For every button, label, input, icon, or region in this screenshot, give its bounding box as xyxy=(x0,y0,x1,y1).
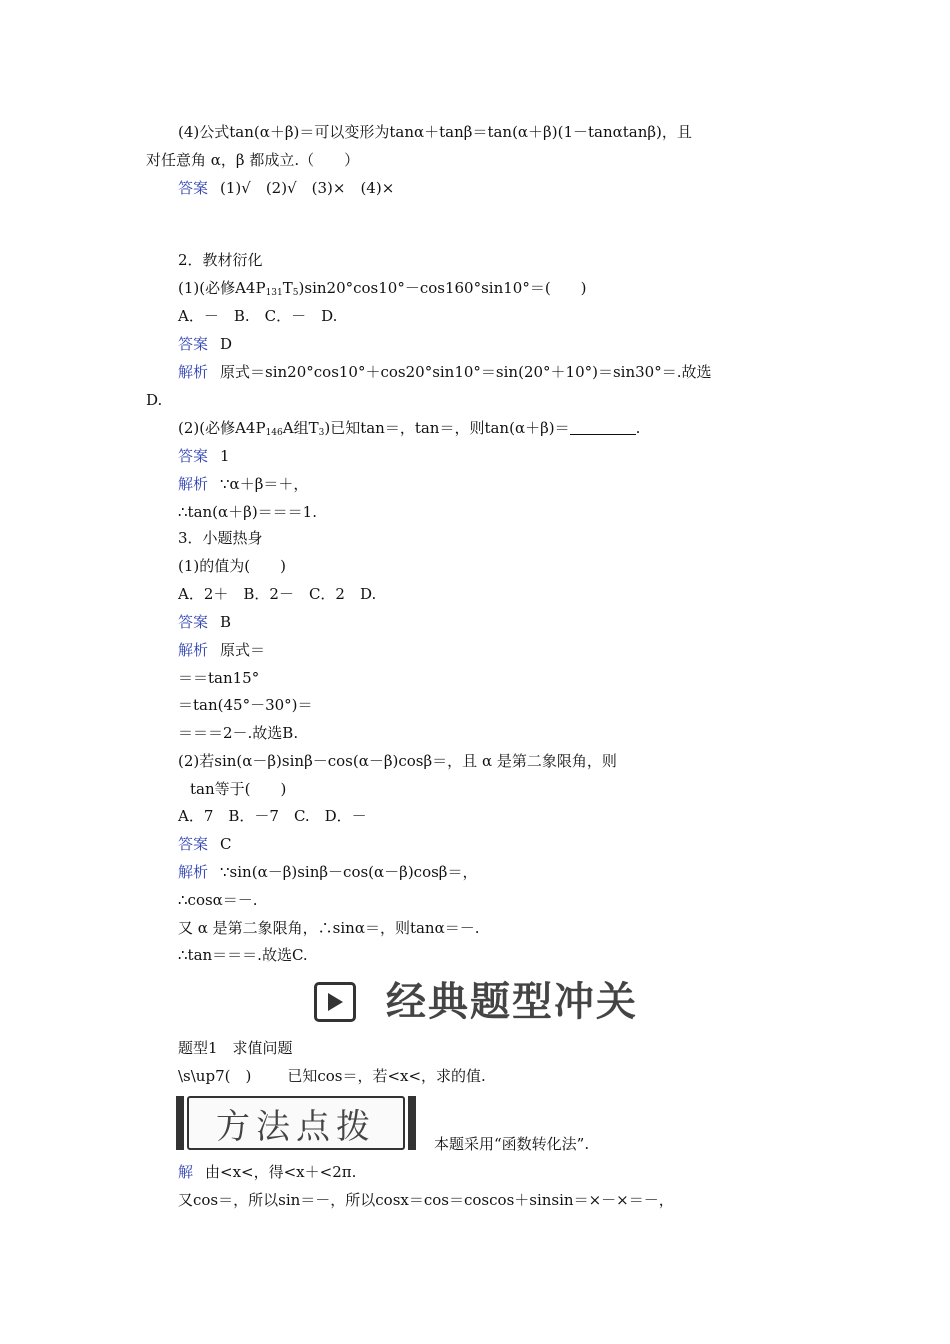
play-icon xyxy=(314,982,356,1022)
q-sub: 5 xyxy=(292,288,299,298)
options-2-1: A．－ B. C．－ D. xyxy=(178,307,338,325)
q-end: . xyxy=(635,419,641,437)
section-banner xyxy=(314,975,674,1029)
field-code: \s\up7( ) xyxy=(178,1067,252,1085)
q-source: (1)(必修A4P xyxy=(178,279,266,297)
answer-text: B xyxy=(220,613,232,631)
question-2-1 xyxy=(178,278,587,303)
question-3-1: (1)的值为( ) xyxy=(178,557,286,575)
answer-text: C xyxy=(220,835,232,853)
solution-3-2-line2: ∴cosα＝－. xyxy=(178,891,258,909)
q-sub: 146 xyxy=(265,428,283,438)
question-3-2-cont: tan等于( ) xyxy=(190,780,287,798)
q-source: (2)(必修A4P xyxy=(178,419,266,437)
solution-3-1-line2: ＝＝tan15° xyxy=(178,669,260,687)
options-3-2: A．7 B．－7 C. D．－ xyxy=(178,807,367,825)
solution-label: 解 xyxy=(178,1163,194,1181)
section-2-heading: 2．教材衍化 xyxy=(178,251,263,269)
question-2-2 xyxy=(178,418,640,443)
badge-label: 方法点拨 xyxy=(187,1096,405,1150)
answer-2-2 xyxy=(178,446,230,466)
solution-2-2-line2: ∴tan(α＋β)＝＝＝1. xyxy=(178,503,317,521)
solution-label: 解析 xyxy=(178,863,209,881)
answer-blank xyxy=(570,420,636,435)
solution-type-1 xyxy=(178,1162,356,1182)
answer-label: 答案 xyxy=(178,835,209,853)
badge-right-bar xyxy=(408,1096,416,1150)
solution-label: 解析 xyxy=(178,475,209,493)
method-text: 本题采用“函数转化法”. xyxy=(434,1135,590,1153)
solution-2-1 xyxy=(178,362,711,382)
answer-text: D xyxy=(220,335,233,353)
solution-label: 解析 xyxy=(178,363,209,381)
q-source-t: T xyxy=(282,279,293,297)
q-sub: 131 xyxy=(265,288,283,298)
solution-type-1-line2: 又cos＝，所以sin＝－，所以cosx＝cos＝coscos＋sinsin＝×－×＝－， xyxy=(178,1191,674,1209)
question-3-2: (2)若sin(α－β)sinβ－cos(α－β)cosβ＝，且 α 是第二象限角，则 xyxy=(178,752,617,770)
answer-3-1 xyxy=(178,612,231,632)
banner-title: 经典题型冲关 xyxy=(386,979,638,1025)
statement-4: (4)公式tan(α＋β)＝可以变形为tanα＋tanβ＝tan(α＋β)(1－tanαtanβ)，且 xyxy=(178,123,692,141)
type-1-problem xyxy=(178,1066,486,1086)
answer-label: 答案 xyxy=(178,613,209,631)
section-3-heading: 3．小题热身 xyxy=(178,529,263,547)
answer-text: 1 xyxy=(220,447,230,465)
answer-label: 答案 xyxy=(178,179,209,197)
q-text: )sin20°cos10°－cos160°sin10°＝( ) xyxy=(298,279,587,297)
answer-2-1 xyxy=(178,334,232,354)
solution-3-2 xyxy=(178,862,478,882)
answer-3-2 xyxy=(178,834,232,854)
type-1-heading: 题型1 求值问题 xyxy=(178,1039,293,1057)
answer-text: (1)√ (2)√ (3)× (4)× xyxy=(220,179,395,197)
solution-text: 原式＝ xyxy=(220,641,266,659)
solution-3-1-line3: ＝tan(45°－30°)＝ xyxy=(178,696,313,714)
q-text: )已知tan＝，tan＝，则tan(α＋β)＝ xyxy=(324,419,570,437)
solution-3-1-line4: ＝＝＝2－.故选B. xyxy=(178,724,299,742)
statement-4-cont: 对任意角 α，β 都成立.（ ） xyxy=(146,151,360,169)
solution-3-1 xyxy=(178,640,265,660)
solution-text: ∵sin(α－β)sinβ－cos(α－β)cosβ＝， xyxy=(220,863,478,881)
q-source-t: A组T xyxy=(282,419,319,437)
solution-text: 由<x<，得<x＋<2π. xyxy=(205,1163,357,1181)
problem-text: 已知cos＝，若<x<，求的值. xyxy=(287,1067,486,1085)
solution-3-2-line4: ∴tan＝＝＝.故选C. xyxy=(178,946,308,964)
solution-text: 原式＝sin20°cos10°＋cos20°sin10°＝sin(20°＋10°)＝sin30°＝.故选 xyxy=(220,363,712,381)
options-3-1: A．2＋ B．2－ C．2 D. xyxy=(178,585,377,603)
solution-2-1-cont: D. xyxy=(146,391,163,409)
answer-row xyxy=(178,178,394,198)
solution-text: ∵α＋β＝＋， xyxy=(220,475,309,493)
answer-label: 答案 xyxy=(178,335,209,353)
solution-3-2-line3: 又 α 是第二象限角，∴sinα＝，则tanα＝－. xyxy=(178,919,480,937)
method-badge xyxy=(176,1096,416,1150)
solution-2-2 xyxy=(178,474,308,494)
badge-left-bar xyxy=(176,1096,184,1150)
q-sub: 3 xyxy=(318,428,325,438)
answer-label: 答案 xyxy=(178,447,209,465)
solution-label: 解析 xyxy=(178,641,209,659)
